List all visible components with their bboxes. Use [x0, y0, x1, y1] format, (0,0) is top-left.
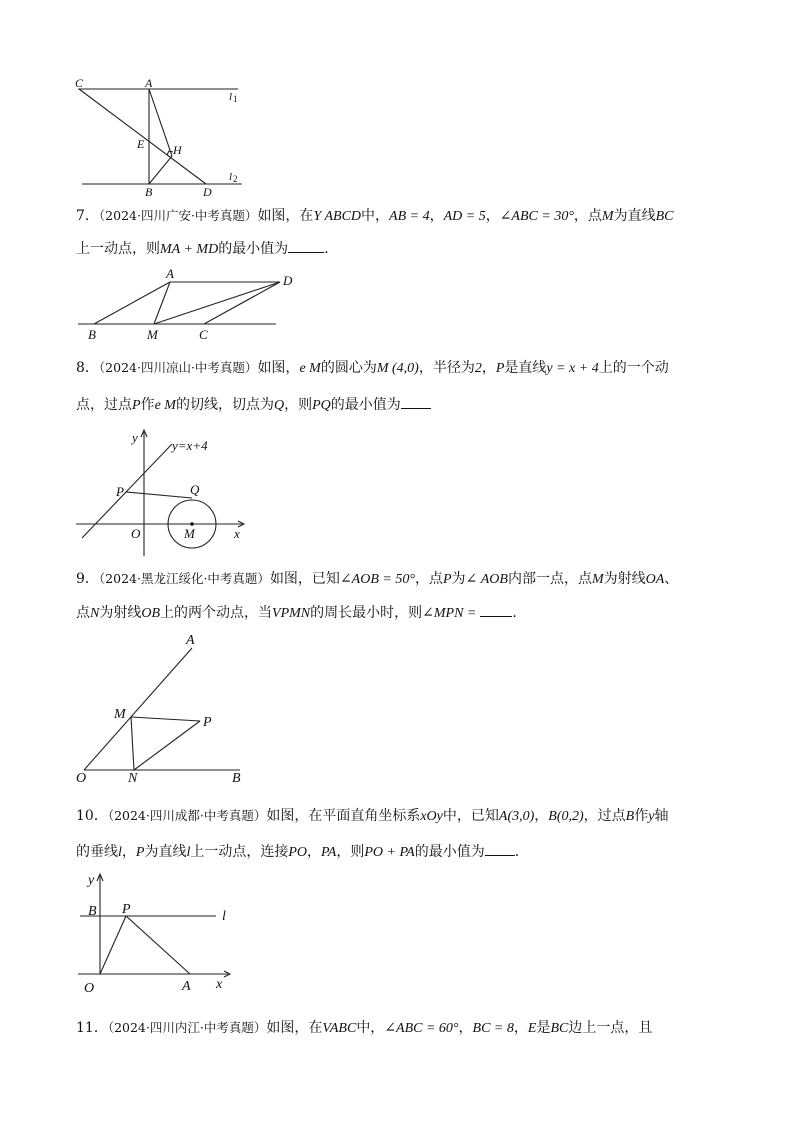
q8-p: P [495, 361, 505, 376]
q10-text: ，过点 [583, 808, 626, 824]
q10-l: l [118, 845, 122, 860]
q10-y: y [648, 809, 655, 824]
q7-text: 的最小值为 [218, 241, 289, 257]
q11-text: ， [458, 1020, 473, 1036]
figure-q6 [70, 78, 250, 200]
q10-text: 轴 [654, 808, 669, 824]
q8-radius: 2 [474, 361, 482, 376]
q10-text: 如图，在平面直角坐标系 [266, 808, 421, 824]
label-m: M [184, 526, 195, 541]
q9-answer-expr: ∠MPN = [422, 606, 477, 621]
label-a: A [182, 979, 191, 994]
q8-text: 点，过点 [76, 397, 132, 413]
label-x: x [216, 977, 223, 992]
label-equation: y=x+4 [172, 438, 208, 453]
q9-number: 9． [76, 571, 99, 587]
q9-angle: ∠AOB = 50° [339, 572, 415, 587]
answer-blank [485, 842, 515, 856]
label-a: A [186, 633, 195, 648]
label-y: y [132, 430, 138, 445]
q10-line2 [76, 842, 519, 863]
q7-parallelogram: Y ABCD [313, 209, 362, 224]
q8-line1 [76, 358, 669, 379]
q7-line1 [76, 206, 673, 227]
label-p: P [116, 484, 124, 499]
q8-text: 是直线 [504, 360, 547, 376]
q9-text: 上的两个动点，当 [160, 605, 273, 621]
q10-b: B [625, 809, 635, 824]
segment-mp [131, 717, 200, 721]
q9-line1 [76, 569, 678, 590]
q8-text: 的切线，切点为 [175, 397, 274, 413]
q11-text: 边上一点，且 [568, 1020, 653, 1036]
label-y: y [88, 873, 95, 888]
label-c: C [75, 76, 84, 90]
segment-am [154, 282, 170, 324]
q10-l: l [186, 845, 191, 860]
answer-blank [401, 395, 431, 409]
q10-pa: PA [321, 845, 337, 860]
q8-text: 的最小值为 [330, 397, 401, 413]
q8-text: 的圆心为 [320, 360, 377, 376]
q10-text: ，则 [336, 844, 365, 860]
segment-pq [126, 492, 192, 498]
q10-text: 作 [634, 808, 649, 824]
label-e: E [137, 137, 145, 151]
label-b: B [88, 327, 96, 342]
q11-angle: ∠ABC = 60° [384, 1021, 459, 1036]
q7-number: 7． [76, 208, 99, 224]
label-o: O [84, 981, 95, 996]
figure-q7 [76, 266, 306, 342]
q11-e: E [527, 1021, 537, 1036]
label-l2: l [229, 171, 233, 183]
q9-text: ，点 [414, 571, 443, 587]
q7-source: （2024·四川广安·中考真题） [98, 208, 258, 223]
segment-bh [149, 156, 172, 184]
q7-text: 为直线 [613, 208, 656, 224]
q10-text: 上一动点，连接 [190, 844, 289, 860]
label-m: M [114, 707, 126, 722]
figure-q8 [74, 424, 254, 560]
q8-text: 如图， [257, 360, 300, 376]
label-a: A [166, 266, 174, 281]
q8-circle: e M [154, 398, 176, 413]
q10-expr: PO + PA [364, 845, 415, 860]
q8-p: P [132, 398, 141, 413]
q9-text: . [512, 605, 517, 621]
label-b: B [88, 904, 97, 919]
ray-oa [84, 648, 192, 770]
label-c: C [199, 327, 208, 342]
q9-text: 、 [664, 571, 679, 587]
q9-text: 为 [451, 571, 466, 587]
q7-angle: ∠ABC = 30° [499, 209, 574, 224]
q9-angle: ∠ AOB [465, 572, 508, 587]
label-l2-sub: 2 [233, 174, 238, 184]
q7-text: 如图，在 [257, 208, 314, 224]
q8-text: ，则 [284, 397, 313, 413]
q11-line1 [76, 1018, 652, 1039]
q10-text: 中，已知 [442, 808, 499, 824]
q10-xoy: xOy [420, 809, 443, 824]
label-b: B [232, 771, 241, 786]
q11-number: 11． [76, 1020, 108, 1036]
q10-point-a: A(3,0) [498, 809, 535, 824]
q11-bc: BC = 8 [472, 1021, 514, 1036]
q10-text: ， [121, 844, 136, 860]
q11-text: ， [513, 1020, 528, 1036]
q9-text: 的周长最小时，则 [310, 605, 423, 621]
q8-source: （2024·四川凉山·中考真题） [98, 360, 258, 375]
label-l: l [222, 909, 226, 924]
q7-text: ， [485, 208, 500, 224]
q7-bc: BC [655, 209, 674, 224]
q9-text: 如图，已知 [269, 571, 340, 587]
segment-ab [94, 282, 170, 324]
q10-line1 [76, 806, 668, 827]
q11-text: 是 [536, 1020, 551, 1036]
label-d: D [203, 185, 212, 199]
q8-center: M (4,0) [376, 361, 419, 376]
q11-text: 如图，在 [266, 1020, 323, 1036]
q8-line2 [76, 395, 431, 416]
label-m: M [147, 327, 158, 342]
label-p: P [122, 902, 131, 917]
q7-text: 上一动点，则 [76, 241, 160, 257]
q7-m: M [601, 209, 614, 224]
q8-text: 上的一个动 [598, 360, 669, 376]
q9-text: 点 [76, 605, 90, 621]
q8-text: ，半径为 [418, 360, 475, 376]
q7-text: ，点 [573, 208, 602, 224]
q10-source: （2024·四川成都·中考真题） [107, 808, 267, 823]
q7-text: ， [429, 208, 444, 224]
q9-p: P [442, 572, 452, 587]
q7-expr: MA + MD [160, 242, 219, 257]
q8-pq: PQ [312, 398, 331, 413]
q10-number: 10． [76, 808, 108, 824]
segment-po [100, 916, 126, 974]
label-q: Q [190, 482, 200, 497]
q7-text: 中， [361, 208, 390, 224]
q9-n: N [90, 606, 100, 621]
q8-q: Q [273, 398, 285, 413]
q8-circle: e M [299, 361, 321, 376]
q10-point-b: B(0,2) [548, 809, 584, 824]
q8-text: ， [481, 360, 496, 376]
label-p: P [203, 715, 212, 730]
q8-eq: y = x + 4 [546, 361, 599, 376]
q10-text: ， [534, 808, 549, 824]
q10-text: . [514, 844, 520, 860]
q11-triangle: VABC [322, 1021, 357, 1036]
q10-text: 的最小值为 [414, 844, 485, 860]
q9-source: （2024·黑龙江绥化·中考真题） [98, 571, 270, 586]
q10-text: 的垂线 [76, 844, 118, 860]
answer-blank [288, 239, 324, 253]
q11-source: （2024·四川内江·中考真题） [107, 1020, 267, 1035]
q9-triangle: VPMN [272, 606, 311, 621]
label-l1: l [229, 91, 233, 103]
label-x: x [234, 526, 240, 541]
label-b: B [145, 185, 153, 199]
figure-q9 [74, 630, 254, 790]
q9-text: 为射线 [603, 571, 646, 587]
segment-ah [149, 89, 172, 156]
segment-pa [126, 916, 190, 974]
q10-text: ， [307, 844, 322, 860]
q7-ad: AD = 5 [443, 209, 486, 224]
q9-oa: OA [645, 572, 665, 587]
q8-text: 作 [140, 397, 155, 413]
segment-np [134, 721, 200, 770]
q8-number: 8． [76, 360, 99, 376]
label-d: D [283, 273, 293, 288]
q10-text: 为直线 [144, 844, 187, 860]
q7-ab: AB = 4 [389, 209, 430, 224]
q10-p: P [135, 845, 145, 860]
segment-md [154, 282, 280, 324]
q9-ob: OB [141, 606, 161, 621]
answer-blank [480, 603, 512, 617]
q11-bc: BC [550, 1021, 569, 1036]
q9-text: 内部一点，点 [507, 571, 592, 587]
q11-text: 中， [356, 1020, 385, 1036]
q10-po: PO [288, 845, 308, 860]
label-n: N [128, 771, 138, 786]
segment-mn [131, 717, 134, 770]
q9-text: 为射线 [99, 605, 142, 621]
label-o: O [131, 526, 141, 541]
figure-q10 [76, 868, 246, 996]
label-h: H [173, 143, 182, 157]
q7-text: . [324, 241, 329, 257]
label-l1-sub: 1 [233, 94, 238, 104]
label-o: O [76, 771, 87, 786]
q7-line2 [76, 239, 329, 260]
q9-line2 [76, 603, 517, 624]
q9-m: M [591, 572, 604, 587]
label-a: A [145, 76, 153, 90]
